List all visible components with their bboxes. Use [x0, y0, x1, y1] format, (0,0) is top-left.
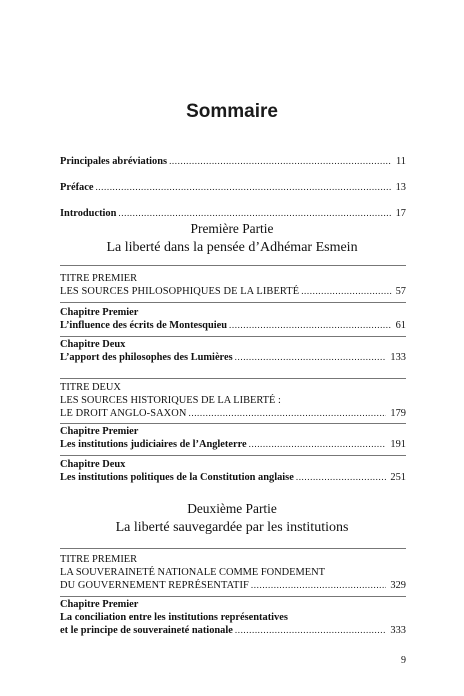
toc-entry-label: Préface: [60, 182, 94, 193]
part1-subtitle: La liberté dans la pensée d’Adhémar Esmein: [106, 240, 358, 255]
divider: [60, 302, 406, 303]
toc-page-number: 329: [390, 580, 406, 591]
part2-subtitle: La liberté sauvegardée par les institutions: [115, 520, 349, 535]
dot-leader: [118, 207, 391, 220]
toc-page-number: 17: [395, 208, 406, 219]
toc-entry-label: Les institutions politiques de la Constitution anglaise: [60, 472, 294, 483]
toc-entry-label: et le principe de souveraineté nationale: [60, 625, 233, 636]
toc-entry-abbreviations[interactable]: [60, 155, 406, 168]
titre-label: TITRE PREMIER: [60, 554, 138, 565]
divider: [60, 596, 406, 597]
toc-page-number: 333: [390, 625, 406, 636]
toc-entry-montesquieu[interactable]: [60, 319, 406, 332]
titre-label: TITRE PREMIER: [60, 273, 138, 284]
toc-entry-titre2-part1[interactable]: [60, 407, 406, 420]
divider: [60, 378, 406, 379]
toc-entry-label: L’apport des philosophes des Lumières: [60, 352, 233, 363]
chapter-title-line: La conciliation entre les institutions représentatives: [60, 612, 288, 623]
toc-entry-introduction[interactable]: [60, 207, 406, 220]
divider: [60, 455, 406, 456]
chapter-label: Chapitre Deux: [60, 459, 126, 470]
toc-entry-label: LE DROIT ANGLO-SAXON: [60, 408, 187, 419]
dot-leader: [235, 351, 387, 364]
toc-page-number: 11: [395, 156, 406, 167]
dot-leader: [301, 285, 391, 298]
divider: [60, 265, 406, 266]
toc-entry-preface[interactable]: [60, 181, 406, 194]
toc-page-number: 57: [395, 286, 406, 297]
dot-leader: [235, 624, 387, 637]
toc-page-number: 13: [395, 182, 406, 193]
toc-entry-lumieres[interactable]: [60, 351, 406, 364]
titre-label: TITRE DEUX: [60, 382, 121, 393]
toc-page-number: 61: [395, 320, 406, 331]
dot-leader: [249, 438, 387, 451]
titre-heading: LES SOURCES HISTORIQUES DE LA LIBERTÉ :: [60, 395, 281, 406]
toc-page-number: 191: [390, 439, 406, 450]
divider: [60, 336, 406, 337]
part1-heading: Première Partie: [190, 221, 274, 236]
toc-entry-judiciaires[interactable]: [60, 438, 406, 451]
dot-leader: [296, 471, 387, 484]
dot-leader: [95, 181, 391, 194]
toc-page-number: 179: [390, 408, 406, 419]
toc-entry-conciliation[interactable]: [60, 624, 406, 637]
dot-leader: [189, 407, 387, 420]
dot-leader: [229, 319, 392, 332]
toc-entry-label: Introduction: [60, 208, 117, 219]
page-number: 9: [401, 655, 406, 666]
toc-entry-label: Principales abréviations: [60, 156, 168, 167]
chapter-label: Chapitre Premier: [60, 426, 139, 437]
chapter-label: Chapitre Deux: [60, 339, 126, 350]
page-title: Sommaire: [186, 101, 278, 122]
divider: [60, 423, 406, 424]
divider: [60, 548, 406, 549]
toc-page-number: 133: [390, 352, 406, 363]
toc-entry-titre1-part1[interactable]: [60, 285, 406, 298]
part2-heading: Deuxième Partie: [187, 501, 277, 516]
chapter-label: Chapitre Premier: [60, 307, 139, 318]
toc-entry-label: LES SOURCES PHILOSOPHIQUES DE LA LIBERTÉ: [60, 286, 300, 297]
chapter-label: Chapitre Premier: [60, 599, 139, 610]
toc-entry-label: DU GOUVERNEMENT REPRÉSENTATIF: [60, 580, 249, 591]
toc-page-number: 251: [390, 472, 406, 483]
toc-entry-titre1-part2[interactable]: [60, 579, 406, 592]
toc-entry-label: Les institutions judiciaires de l’Angleterre: [60, 439, 247, 450]
titre-heading: LA SOUVERAINETÉ NATIONALE COMME FONDEMENT: [60, 567, 325, 578]
toc-entry-label: L’influence des écrits de Montesquieu: [60, 320, 228, 331]
toc-entry-politiques[interactable]: [60, 471, 406, 484]
dot-leader: [169, 155, 392, 168]
dot-leader: [251, 579, 386, 592]
